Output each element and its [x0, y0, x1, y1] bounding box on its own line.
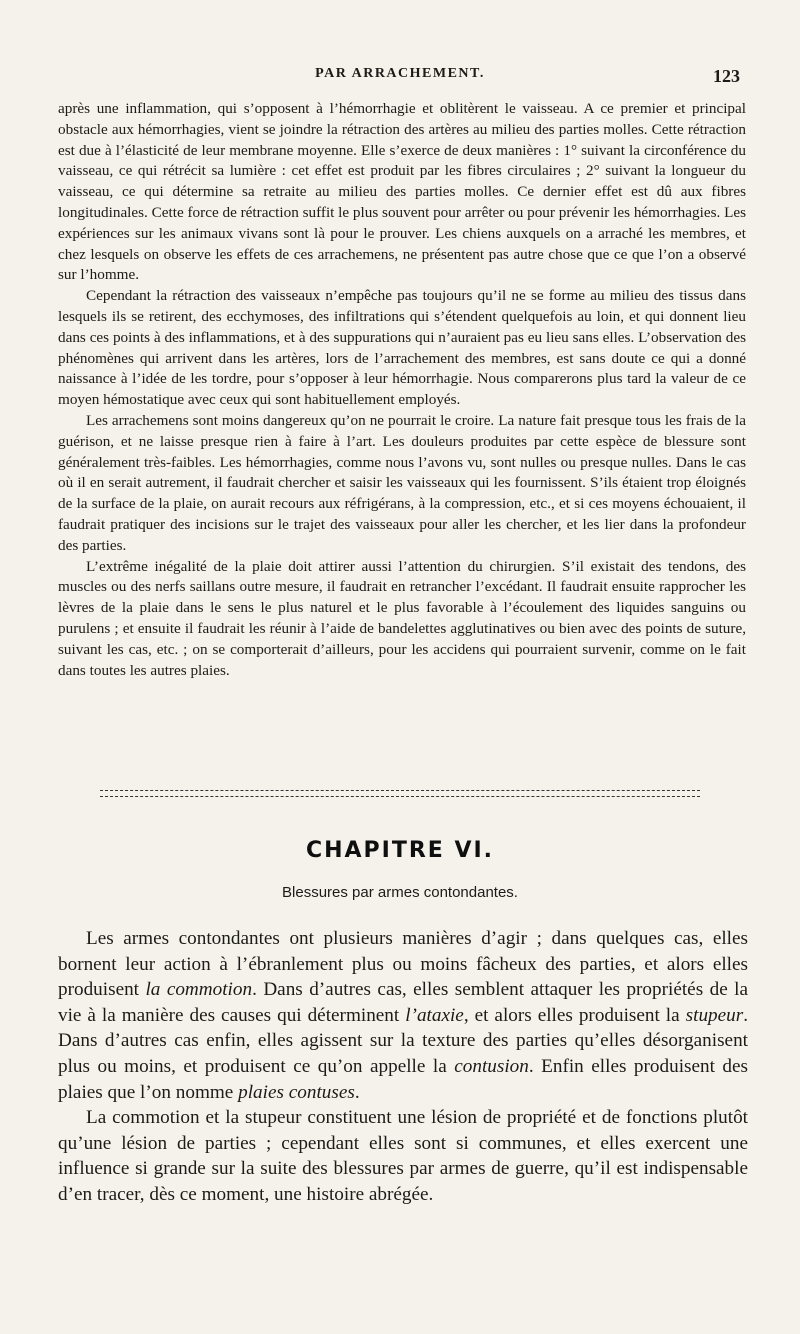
page-number: 123 — [713, 66, 740, 86]
running-title: PAR ARRACHEMENT. — [315, 66, 485, 81]
text-run: . Enfin elles produisent des plaies que l’on nomme — [58, 1055, 749, 1103]
text-run: . — [354, 1081, 360, 1103]
text-run: . Dans d’autres cas enfin, elles agissent sur la texture des parties qu’elles désorganisent plus ou moins, et produisent ce qu’on appelle la — [58, 1004, 748, 1077]
text-run: , et alors elles produisent la — [463, 1004, 686, 1026]
separator-rule — [100, 796, 700, 797]
running-head — [60, 66, 740, 90]
separator-rule — [100, 790, 700, 791]
italic-term: plaies contuses — [238, 1081, 355, 1103]
paragraph: La commotion et la stupeur constituent une lésion de propriété et de fonctions plutôt qu’une lésion de parties ; cependant elles sont si communes, et elles exercent une influence si grande sur la suite des blessures par armes de guerre, qu’il est indispensable d’en tracer, dès ce moment, une histoire abrégée. — [58, 1107, 748, 1205]
paragraph: Les arrachemens sont moins dangereux qu’on ne pourrait le croire. La nature fait presque tous les frais de la guérison, et ne laisse presque rien à faire à l’art. Les douleurs produites par cette espèce de blessure sont généralement très-faibles. Les hémorrhagies, comme nous l’avons vu, sont nulles ou presque nulles. Dans le cas où il en serait autrement, il faudrait chercher et saisir les vaisseaux qui les fournissent. S’ils étaient trop éloignés de la surface de la plaie, on aurait recours aux réfrigérans, à la compression, etc., et si ces moyens échouaient, il faudrait pratiquer des incisions sur le trajet des vaisseaux pour aller les chercher, et les lier dans la profondeur des parties. — [58, 411, 746, 554]
paragraph — [58, 926, 748, 1105]
italic-term: stupeur — [685, 1004, 744, 1026]
paragraph: L’extrême inégalité de la plaie doit attirer aussi l’attention du chirurgien. S’il existait des tendons, des muscles ou des nerfs saillans outre mesure, il faudrait en retrancher l’excédant. Il faudrait ensuite rapprocher les lèvres de la plaie dans le sens le plus naturel et le plus favorable à l’écoulement des liquides sanguins ou purulens ; et ensuite il faudrait les réunir à l’aide de bandelettes agglutinatives ou bien avec des points de suture, suivant les cas, etc. ; on se comporterait d’ailleurs, pour les accidens qui pourraient survenir, comme on le fait dans toutes les autres plaies. — [58, 557, 746, 679]
text-run: Les armes contondantes ont plusieurs manières d’agir ; dans quelques cas, elles bornent leur action à l’ébranlement plus ou moins fâcheux des parties, et alors elles produisent — [58, 928, 748, 1001]
italic-term: la commotion — [145, 979, 253, 1001]
paragraph: Cependant la rétraction des vaisseaux n’empêche pas toujours qu’il ne se forme au milieu des tissus dans lesquels ils se retirent, des ecchymoses, des infiltrations qui s’étendent quelquefois au loin, et qui donnent lieu dans ces points à des inflammations, et à des suppurations qui n’auraient pas eu lieu sans elles. L’observation des phénomènes qui arrivent dans les artères, lors de l’arrachement des membres, est sans doute ce qui a donné naissance à l’idée de les tordre, pour s’opposer à leur hémorrhagie. Nous comparerons plus tard la valeur de ce moyen hémostatique avec ceux qui sont habituellement employés. — [58, 287, 746, 409]
text-run: . Dans d’autres cas, elles semblent attaquer les propriétés de la vie à la manière des causes qui déterminent — [58, 979, 748, 1026]
italic-term: contusion — [454, 1055, 529, 1077]
paragraph: après une inflammation, qui s’opposent à l’hémorrhagie et oblitèrent le vaisseau. A ce premier et principal obstacle aux hémorrhagies, vient se joindre la rétraction des artères au milieu des parties molles. Cette rétraction est due à l’élasticité de leur membrane moyenne. Elle s’exerce de deux manières : 1° suivant la circonférence du vaisseau, ce qui rétrécit sa lumière : cet effet est produit par les fibres circulaires ; 2° suivant la longueur du vaisseau, ce qui détermine sa retraite au milieu des parties molles. Ce dernier effet est dû aux fibres longitudinales. Cette force de rétraction suffit le plus souvent pour arrêter ou pour prévenir les hémorrhagies. Les expériences sur les animaux vivans sont là pour le prouver. Les chiens auxquels on a arraché les membres, et chez lesquels on observe les effets de ces arrachemens, ne présentent pas autre chose que ce que l’on a observé sur l’homme. — [58, 100, 746, 284]
body-text-large — [58, 926, 748, 1208]
chapter-subtitle: Blessures par armes contondantes. — [282, 884, 518, 901]
chapter-title: CHAPITRE VI. — [305, 838, 495, 863]
body-text-small — [58, 99, 746, 681]
italic-term: l’ataxie — [405, 1004, 464, 1026]
